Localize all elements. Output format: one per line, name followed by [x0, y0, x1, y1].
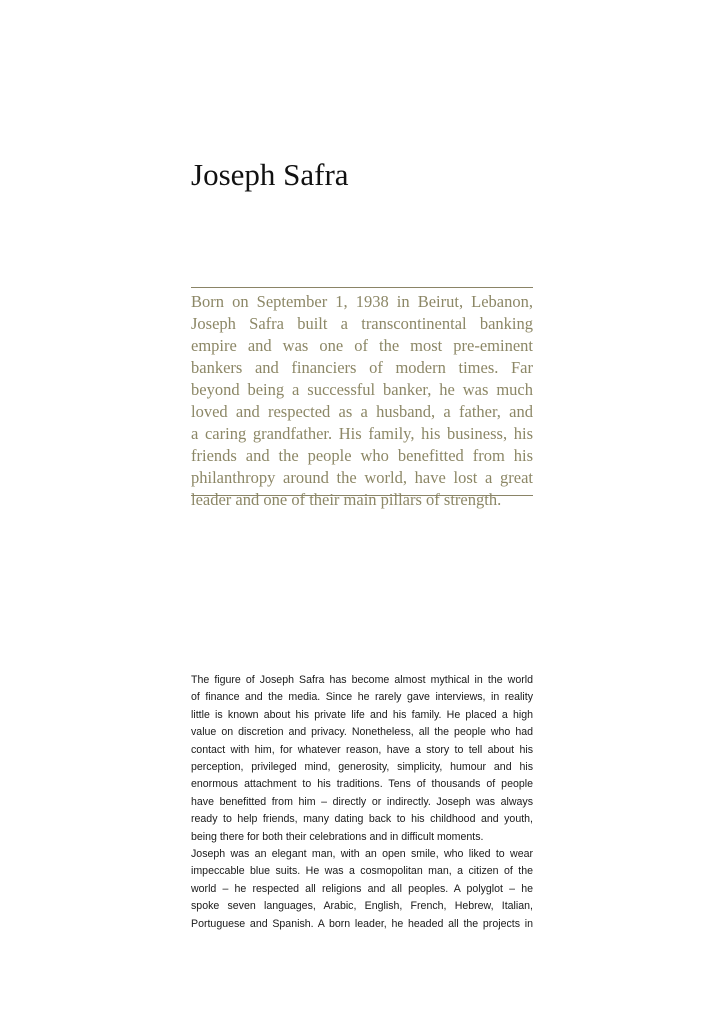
intro-line: Joseph Safra built a transcontinental banking	[191, 314, 533, 333]
page-title: Joseph Safra	[191, 157, 349, 192]
intro-line: Born on September 1, 1938 in Beirut, Lebanon,	[191, 292, 533, 311]
intro-line: loved and respected as a husband, a father, and	[191, 402, 533, 421]
body-line: of finance and the media. Since he rarely gave interviews, in reality	[191, 691, 533, 704]
intro-bottom-divider	[191, 495, 533, 496]
intro-quote	[191, 291, 533, 511]
body-line: have benefitted from him – directly or indirectly. Joseph was always	[191, 795, 533, 808]
intro-line: a caring grandfather. His family, his business, his	[191, 424, 533, 443]
intro-top-divider	[191, 287, 533, 288]
intro-line: philanthropy around the world, have lost a great	[191, 468, 533, 487]
intro-line: friends and the people who benefitted from his	[191, 446, 533, 465]
intro-line: beyond being a successful banker, he was much	[191, 380, 533, 399]
body-line: spoke seven languages, Arabic, English, French, Hebrew, Italian,	[191, 900, 533, 913]
body-paragraph-2	[191, 846, 533, 933]
body-line: being there for both their celebrations and in difficult moments.	[191, 830, 484, 843]
body-line: world – he respected all religions and all peoples. A polyglot – he	[191, 882, 533, 895]
body-line: impeccable blue suits. He was a cosmopolitan man, a citizen of the	[191, 865, 533, 878]
body-line: enormous attachment to his traditions. Tens of thousands of people	[191, 778, 533, 791]
body-line: ready to help friends, many dating back to his childhood and youth,	[191, 813, 533, 826]
body-line: Joseph was an elegant man, with an open smile, who liked to wear	[191, 848, 533, 860]
body-line: Portuguese and Spanish. A born leader, he headed all the projects in	[191, 917, 533, 930]
body-line: little is known about his private life and his family. He placed a high	[191, 708, 533, 721]
body-line: The figure of Joseph Safra has become almost mythical in the world	[191, 674, 533, 686]
intro-line: empire and was one of the most pre-eminent	[191, 336, 533, 355]
intro-line: bankers and financiers of modern times. Far	[191, 358, 533, 377]
body-line: perception, privileged mind, generosity, simplicity, humour and his	[191, 760, 533, 773]
body-paragraph-1	[191, 672, 533, 846]
intro-line: leader and one of their main pillars of strength.	[191, 490, 502, 509]
body-line: value on discretion and privacy. Nonetheless, all the people who had	[191, 726, 533, 739]
body-line: contact with him, for whatever reason, have a story to tell about his	[191, 743, 533, 756]
